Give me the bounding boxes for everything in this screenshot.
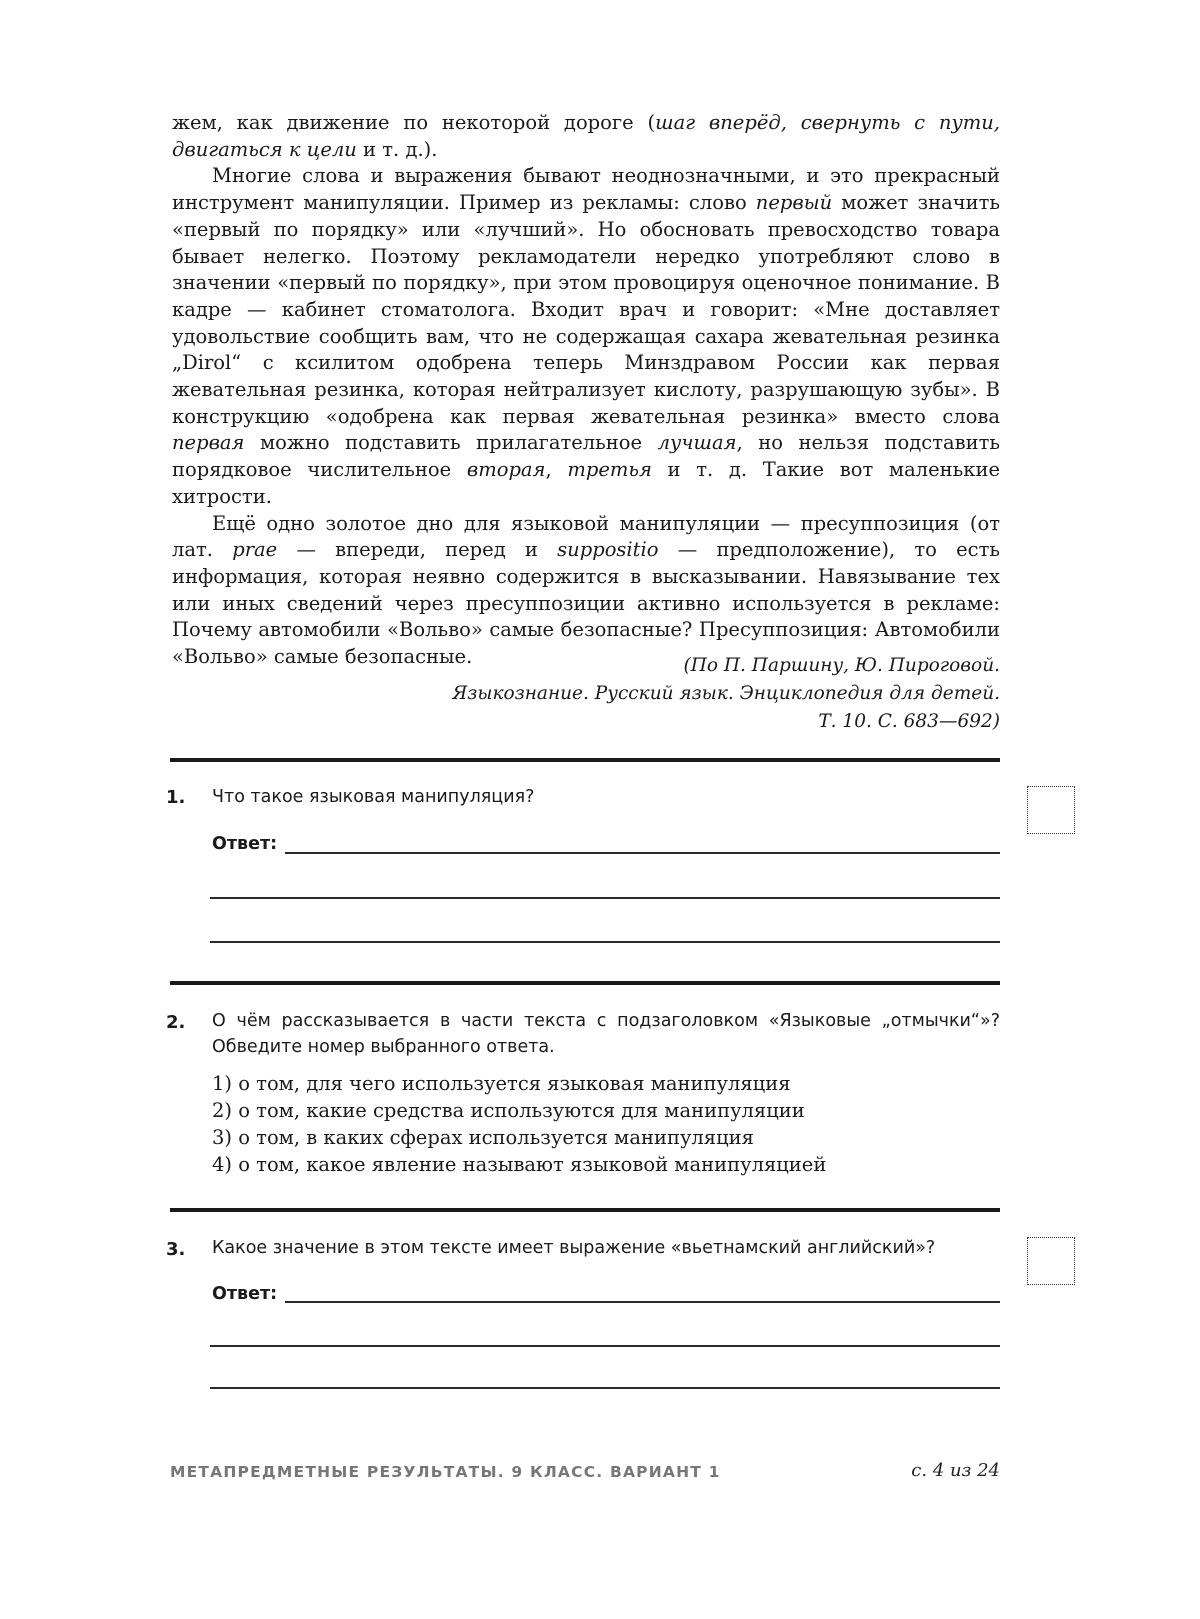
question-1-text: Что такое языковая манипуляция?	[212, 787, 535, 807]
question-3-number: 3.	[166, 1239, 186, 1260]
question-2-number: 2.	[166, 1012, 186, 1033]
section-divider	[170, 758, 1000, 762]
paragraph-2: Многие слова и выражения бывают неоднозначными, и это прекрасный инструмент манипуляции. Пример из рекламы: слово первый может значить «первый по порядку» или «лучший». Но обосновать превосходство товара бывает нелегко. Поэтому рекламодатели нередко употребляют слово в значении «первый по порядку», при этом провоцируя оценочное понимание. В кадре — кабинет стоматолога. Входит врач и говорит: «Мне доставляет удовольствие сообщить вам, что не содержащая сахара жевательная резинка „Dirol“ с ксилитом одобрена теперь Минздравом России как первая жевательная резинка, которая нейтрализует кислоту, разрушающую зубы». В конструкцию «одобрена как первая жевательная резинка» вместо слова первая можно подставить прилагательное лучшая, но нельзя подставить порядковое числительное вторая, третья и т. д. Такие вот маленькие хитрости.	[172, 164, 1001, 508]
question-3-score-box[interactable]	[1027, 1237, 1075, 1285]
question-3-answer-line-3[interactable]	[210, 1387, 1000, 1389]
section-divider	[170, 981, 1000, 985]
option-1[interactable]: 1) о том, для чего используется языковая манипуляция	[212, 1072, 791, 1095]
question-2-text: О чём рассказывается в части текста с подзаголовком «Языковые „отмычки“»? Обведите номер выбранного ответа.	[212, 1011, 1000, 1057]
question-3-answer-label: Ответ:	[212, 1284, 278, 1304]
page-number: с. 4 из 24	[911, 1460, 1000, 1481]
citation-line-3: Т. 10. С. 683—692)	[818, 711, 1000, 732]
option-2[interactable]: 2) о том, какие средства используются для манипуляции	[212, 1099, 805, 1122]
article-text	[172, 110, 1000, 671]
question-3-answer-line-2[interactable]	[210, 1345, 1000, 1347]
option-4[interactable]: 4) о том, какое явление называют языковой манипуляцией	[212, 1153, 827, 1176]
citation-line-1: (По П. Паршину, Ю. Пироговой.	[683, 655, 1000, 676]
option-3[interactable]: 3) о том, в каких сферах используется манипуляция	[212, 1126, 754, 1149]
citation-line-2: Языкознание. Русский язык. Энциклопедия для детей.	[452, 683, 1000, 704]
question-3-text: Какое значение в этом тексте имеет выражение «вьетнамский английский»?	[212, 1238, 936, 1258]
question-1-answer-line-3[interactable]	[210, 941, 1000, 943]
paragraph-1: жем, как движение по некоторой дороге (шаг вперёд, свернуть с пути, двигаться к цели и т. д.).	[172, 111, 1001, 161]
footer-title: МЕТАПРЕДМЕТНЫЕ РЕЗУЛЬТАТЫ. 9 КЛАСС. ВАРИАНТ 1	[170, 1463, 721, 1481]
question-1-number: 1.	[166, 787, 186, 808]
section-divider	[170, 1208, 1000, 1212]
question-1-answer-line-2[interactable]	[210, 897, 1000, 899]
question-1-answer-line-1[interactable]	[285, 852, 1000, 854]
question-3-answer-line-1[interactable]	[285, 1301, 1000, 1303]
paragraph-3: Ещё одно золотое дно для языковой манипуляции — пресуппозиция (от лат. prae — впереди, перед и suppositio — предположение), то есть информация, которая неявно содержится в высказывании. Навязывание тех или иных сведений через пресуппозиции активно используется в рекламе: Почему автомобили «Вольво» самые безопасные? Пресуппозиция: Автомобили «Вольво» самые безопасные.	[172, 511, 1000, 669]
question-2-options	[212, 1070, 826, 1178]
question-1-score-box[interactable]	[1027, 786, 1075, 834]
question-1-answer-label: Ответ:	[212, 834, 278, 854]
source-citation	[452, 652, 1000, 736]
